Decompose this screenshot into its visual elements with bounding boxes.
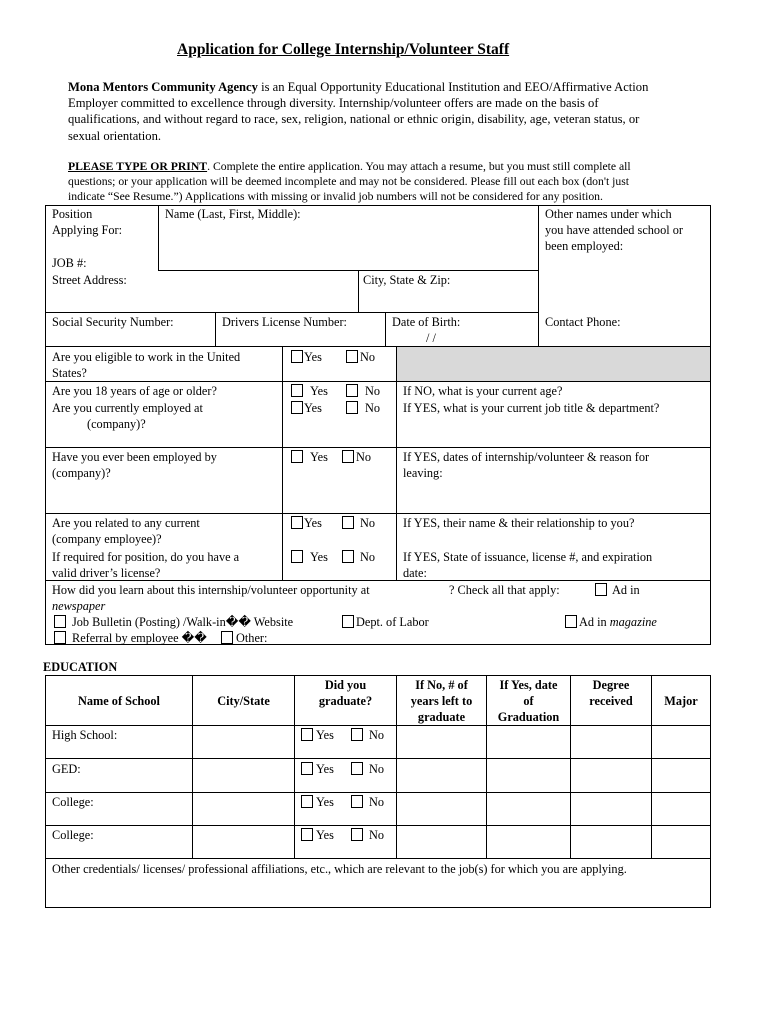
edu-row-4-no-checkbox[interactable]	[351, 828, 363, 841]
q-age-label: Are you 18 years of age or older?	[52, 384, 217, 398]
col-degree-header-1: Degree	[592, 678, 630, 692]
q-employed-line-1: Are you currently employed at	[52, 401, 203, 415]
name-label: Name (Last, First, Middle):	[165, 207, 301, 221]
instructions-line-2: questions; or your application will be deemed incomplete and may not be considered. Please fill out each box (don't just	[68, 175, 630, 188]
age-yes-label: Yes	[310, 384, 328, 398]
q-license-line-2: valid driver’s license?	[52, 566, 161, 580]
job-number-label: JOB #:	[52, 256, 87, 270]
page-title: Application for College Internship/Volunteer Staff	[177, 41, 510, 58]
edu-yes-label: Yes	[316, 728, 334, 742]
eligible-no-label: No	[360, 350, 376, 364]
edu-row-2-no-checkbox[interactable]	[351, 762, 363, 775]
q-employed-line-2: (company)?	[87, 417, 146, 431]
other-checkbox[interactable]	[221, 631, 233, 644]
referral-label: Referral by employee ��	[72, 631, 207, 645]
job-bulletin-label: Job Bulletin (Posting) /Walk-in�� Website	[72, 615, 294, 629]
employed-no-checkbox[interactable]	[346, 401, 358, 414]
col-date-header-2: of	[523, 694, 534, 708]
edu-yes-label: Yes	[316, 795, 334, 809]
license-no-checkbox[interactable]	[342, 550, 354, 563]
ad-newspaper-checkbox[interactable]	[595, 583, 607, 596]
col-school-header: Name of School	[78, 694, 160, 708]
edu-no-label: No	[369, 795, 385, 809]
q-eligible-line-1: Are you eligible to work in the United	[52, 350, 241, 364]
q-eligible-line-2: States?	[52, 366, 87, 380]
education-heading: EDUCATION	[43, 660, 118, 674]
edu-no-label: No	[369, 828, 385, 842]
col-city-header: City/State	[217, 694, 270, 708]
magazine-text: magazine	[609, 615, 657, 629]
ad-in-2-text: Ad in	[579, 615, 610, 629]
edu-row-4-yes-checkbox[interactable]	[301, 828, 313, 841]
shaded-cell	[397, 347, 710, 381]
job-bulletin-checkbox[interactable]	[54, 615, 66, 628]
license-yes-checkbox[interactable]	[291, 550, 303, 563]
col-years-header-1: If No, # of	[415, 678, 468, 692]
referral-checkbox[interactable]	[54, 631, 66, 644]
age-no-label: No	[365, 384, 381, 398]
edu-row-2-yes-checkbox[interactable]	[301, 762, 313, 775]
edu-no-label: No	[369, 728, 385, 742]
ever-employed-yes-checkbox[interactable]	[291, 450, 303, 463]
eligible-yes-label: Yes	[304, 350, 322, 364]
age-yes-checkbox[interactable]	[291, 384, 303, 397]
col-graduate-header-2: graduate?	[318, 694, 373, 708]
related-no-label: No	[360, 516, 376, 530]
col-date-header-1: If Yes, date	[499, 678, 558, 692]
other-names-label-1: Other names under which	[545, 207, 672, 221]
q-ever-employed-line-1: Have you ever been employed by	[52, 450, 217, 464]
related-yes-label: Yes	[304, 516, 322, 530]
license-no-label: No	[360, 550, 376, 564]
instructions-line-3: indicate “See Resume.”) Applications with missing or invalid job numbers will not be considered for any position.	[68, 190, 603, 203]
q-license-followup-1: If YES, State of issuance, license #, and expiration	[403, 550, 653, 564]
ever-employed-no-checkbox[interactable]	[342, 450, 354, 463]
eligible-no-checkbox[interactable]	[346, 350, 358, 363]
ad-in-label: Ad in	[612, 583, 640, 597]
q-ever-employed-followup-1: If YES, dates of internship/volunteer & reason for	[403, 450, 650, 464]
license-yes-label: Yes	[310, 550, 328, 564]
edu-row-1-yes-checkbox[interactable]	[301, 728, 313, 741]
edu-yes-label: Yes	[316, 828, 334, 842]
col-date-header-3: Graduation	[497, 710, 560, 724]
instructions-bold: PLEASE TYPE OR PRINT	[68, 160, 208, 173]
ad-magazine-checkbox[interactable]	[565, 615, 577, 628]
edu-row-label: College:	[52, 828, 94, 842]
intro-line-4: sexual orientation.	[68, 129, 162, 143]
intro-line-3: qualifications, and without regard to race, sex, religion, national or ethnic origin, disability, age, veteran status, or	[68, 112, 640, 126]
learn-question-2: ? Check all that apply:	[449, 583, 560, 597]
q-related-followup: If YES, their name & their relationship to you?	[403, 516, 635, 530]
dept-labor-checkbox[interactable]	[342, 615, 354, 628]
other-names-label-3: been employed:	[545, 239, 624, 253]
intro-line-2: Employer committed to excellence through diversity. Internship/volunteer offers are made on the basis of	[68, 96, 599, 110]
employed-yes-label: Yes	[304, 401, 322, 415]
q-ever-employed-followup-2: leaving:	[403, 466, 443, 480]
city-state-zip-label: City, State & Zip:	[363, 273, 451, 287]
q-license-followup-2: date:	[403, 566, 427, 580]
employed-yes-checkbox[interactable]	[291, 401, 303, 414]
edu-row-label: College:	[52, 795, 94, 809]
col-major-header: Major	[664, 694, 698, 708]
position-label: Position	[52, 207, 93, 221]
intro-line-1	[68, 79, 648, 95]
newspaper-label: newspaper	[52, 599, 106, 613]
age-no-checkbox[interactable]	[346, 384, 358, 397]
edu-no-label: No	[369, 762, 385, 776]
col-years-header-2: years left to	[410, 694, 473, 708]
agency-name: Mona Mentors Community Agency	[68, 80, 258, 94]
street-address-label: Street Address:	[52, 273, 127, 287]
intro-line-1-text: is an Equal Opportunity Educational Institution and EEO/Affirmative Action	[257, 80, 649, 94]
dob-slashes: / /	[426, 331, 436, 345]
q-related-line-2: (company employee)?	[52, 532, 162, 546]
instructions-line-1	[68, 160, 631, 174]
date-of-birth-label: Date of Birth:	[392, 315, 461, 329]
q-age-followup: If NO, what is your current age?	[403, 384, 563, 398]
eligible-yes-checkbox[interactable]	[291, 350, 303, 363]
col-graduate-header-1: Did you	[324, 678, 367, 692]
other-names-label-2: you have attended school or	[545, 223, 683, 237]
drivers-license-label: Drivers License Number:	[222, 315, 347, 329]
q-license-line-1: If required for position, do you have a	[52, 550, 240, 564]
edu-yes-label: Yes	[316, 762, 334, 776]
dept-labor-label: Dept. of Labor	[356, 615, 429, 629]
learn-question-1: How did you learn about this internship/volunteer opportunity at	[52, 583, 370, 597]
other-credentials-label: Other credentials/ licenses/ professional affiliations, etc., which are relevant to the job(s) for which you are applying.	[52, 862, 627, 876]
q-ever-employed-line-2: (company)?	[52, 466, 111, 480]
edu-row-label: GED:	[52, 762, 81, 776]
related-yes-checkbox[interactable]	[291, 516, 303, 529]
col-years-header-3: graduate	[417, 710, 466, 724]
col-degree-header-2: received	[589, 694, 633, 708]
other-label: Other:	[236, 631, 268, 645]
q-related-line-1: Are you related to any current	[52, 516, 200, 530]
ever-employed-no-label: No	[356, 450, 372, 464]
q-employed-followup: If YES, what is your current job title & department?	[403, 401, 660, 415]
instructions-line-1-text: . Complete the entire application. You may attach a resume, but you must still complete all	[207, 160, 631, 173]
related-no-checkbox[interactable]	[342, 516, 354, 529]
edu-row-1-no-checkbox[interactable]	[351, 728, 363, 741]
ad-magazine-label	[579, 614, 657, 630]
edu-row-3-no-checkbox[interactable]	[351, 795, 363, 808]
edu-row-label: High School:	[52, 728, 118, 742]
edu-row-3-yes-checkbox[interactable]	[301, 795, 313, 808]
ever-employed-yes-label: Yes	[310, 450, 328, 464]
employed-no-label: No	[365, 401, 381, 415]
contact-phone-label: Contact Phone:	[545, 315, 621, 329]
applying-for-label: Applying For:	[52, 223, 123, 237]
ssn-label: Social Security Number:	[52, 315, 174, 329]
